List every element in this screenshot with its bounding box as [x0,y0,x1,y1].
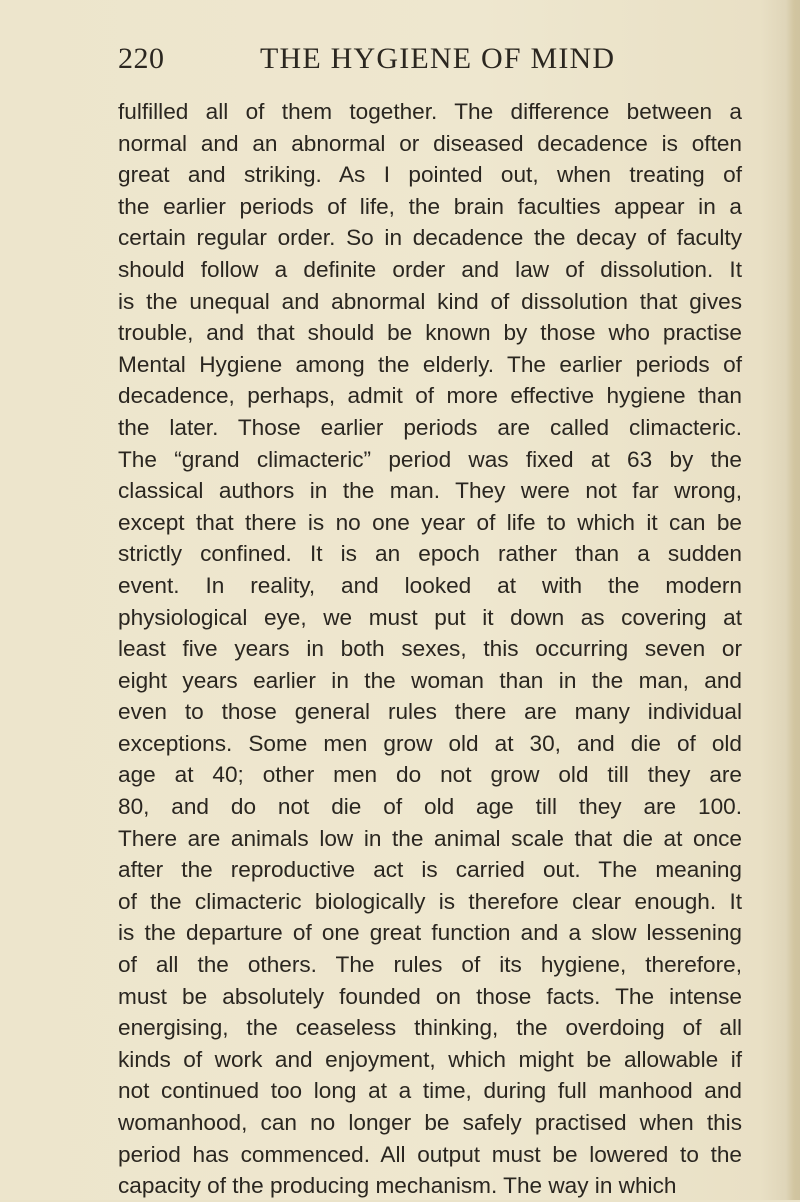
text-line: strictly confined. It is an epoch rather than a sudden [118,541,742,567]
text-line: There are animals low in the animal scale that die at once [118,825,742,851]
text-line: must be absolutely founded on those facts. The intense [118,983,742,1009]
text-line: The “grand climacteric” period was fixed at 63 by the [118,446,742,472]
page-edge-shadow [786,0,800,1200]
text-line: great and striking. As I pointed out, when treating of [118,162,742,188]
text-line: is the unequal and abnormal kind of dissolution that gives [118,288,742,314]
text-line: of the climacteric biologically is therefore clear enough. It [118,888,742,914]
running-head-title: THE HYGIENE OF MIND [260,42,616,75]
text-line: 80, and do not die of old age till they are 100. [118,794,742,820]
text-line: energising, the ceaseless thinking, the overdoing of all [118,1015,742,1041]
text-line: event. In reality, and looked at with the modern [118,572,742,598]
text-line: physiological eye, we must put it down as covering at [118,604,742,630]
text-line: eight years earlier in the woman than in the man, and [118,667,742,693]
text-line: fulfilled all of them together. The difference between a [118,99,742,124]
text-line: not continued too long at a time, during full manhood and [118,1078,742,1104]
text-line: decadence, perhaps, admit of more effective hygiene than [118,383,742,409]
text-line: trouble, and that should be known by those who practise [118,320,742,346]
text-line: period has commenced. All output must be lowered to the [118,1141,742,1167]
text-line: age at 40; other men do not grow old till they are [118,762,742,788]
text-line: classical authors in the man. They were not far wrong, [118,478,742,504]
text-line: least five years in both sexes, this occurring seven or [118,636,742,662]
text-line: the earlier periods of life, the brain faculties appear in a [118,193,742,219]
page-header [118,42,730,86]
text-line: should follow a definite order and law of dissolution. It [118,256,742,282]
text-line: exceptions. Some men grow old at 30, and die of old [118,730,742,756]
text-line: is the departure of one great function and a slow lessening [118,920,742,946]
text-line: except that there is no one year of life to which it can be [118,509,742,535]
text-line: kinds of work and enjoyment, which might be allowable if [118,1046,742,1072]
text-line: after the reproductive act is carried out. The meaning [118,857,742,883]
text-line: certain regular order. So in decadence the decay of faculty [118,225,742,251]
text-line: normal and an abnormal or diseased decadence is often [118,130,742,156]
page-number: 220 [118,42,165,75]
body-text [118,96,742,1202]
text-line: the later. Those earlier periods are called climacteric. [118,414,742,440]
text-line: womanhood, can no longer be safely practised when this [118,1110,742,1135]
text-line: even to those general rules there are many individual [118,699,742,725]
text-line: of all the others. The rules of its hygiene, therefore, [118,952,742,978]
text-line: Mental Hygiene among the elderly. The earlier periods of [118,351,742,377]
text-line: capacity of the producing mechanism. The way in which [118,1173,677,1199]
